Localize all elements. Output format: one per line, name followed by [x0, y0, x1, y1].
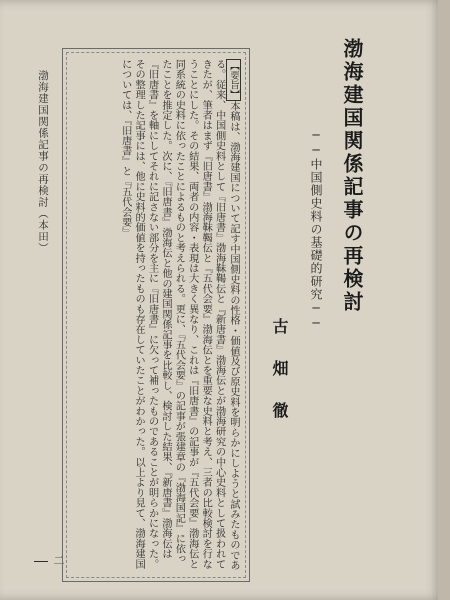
abstract-label: 【要旨】	[226, 59, 241, 101]
abstract-text	[67, 59, 241, 571]
running-header-title: 渤海建国関係記事の再検討	[37, 70, 49, 208]
abstract-box	[62, 48, 250, 582]
facing-page-edge	[438, 0, 450, 600]
abstract-body: 本稿は、渤海建国について記す中国側史料の性格・価値及び原史料を明らかにしようと試みたものである。従来、中国側史料として『旧唐書』渤海靺鞨伝と『新唐書』渤海伝とが渤海研究の中心史料として扱われてきたが、筆者はまず『旧唐書』渤海靺鞨伝と『五代会要』渤海伝とを重要な史料と考え、三者の比較検討を行なうことにした。その結果、両者の内容・表現は大きく異なり、これは『旧唐書』の記事が『五代会要』渤海伝と同系統の史料に依ったことによるものと考えられる。更に、『五代会要』の記事が張建章の『渤海国記』に依ったことを推定した。次に、『旧唐書』渤海伝と他の建国関係記事を比較し、検討した結果、『新唐書』渤海伝は『旧唐書』を軸にしてそれに記さない部分を主に『旧唐書』に欠って補ったものであることが明らかになった。その整理した記事には、他に史料的価値を持ったものも存在していたことがわかった。以上より見て、渤海建国については、『旧唐書』と『五代会要』	[119, 59, 239, 571]
article-subtitle: ──中国側史料の基礎的研究──	[309, 128, 323, 331]
page-number-value: 二	[53, 554, 65, 567]
page-number	[34, 552, 65, 568]
running-header-note: （本田）	[37, 208, 49, 254]
article-title: 渤海建国関係記事の再検討	[340, 38, 364, 314]
running-header	[36, 70, 51, 540]
article-author: 古畑徹	[270, 318, 289, 444]
